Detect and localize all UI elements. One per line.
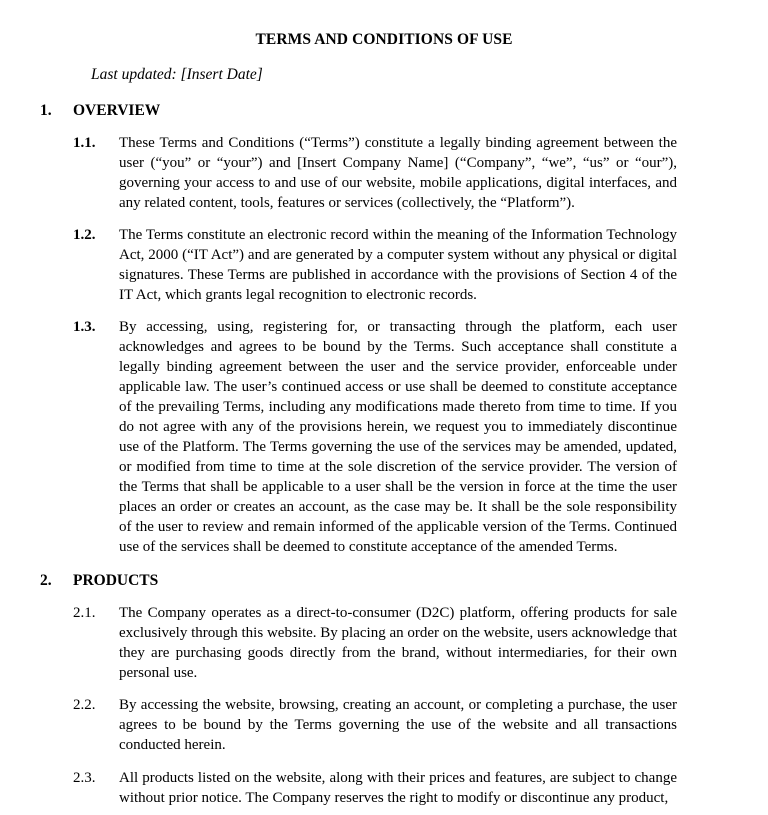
section-number: 2. [40, 572, 52, 589]
clause-text: The Company operates as a direct-to-consumer (D2C) platform, offering products for sale exclusively through this website. By placing an order on the website, users acknowledge that they are purchasing goods directly from the brand, without intermediaries, for their own personal use. [119, 605, 677, 681]
section-number: 1. [40, 102, 52, 119]
clause-number: 2.1. [73, 605, 96, 621]
document-title: TERMS AND CONDITIONS OF USE [255, 31, 513, 48]
clause-text: By accessing the website, browsing, creating an account, or completing a purchase, the user agrees to be bound by the Terms governing the use of the website and all transactions conducted herein. [119, 697, 677, 753]
clause-text: These Terms and Conditions (“Terms”) constitute a legally binding agreement between the user (“you” or “your”) and [Insert Company Name] (“Company”, “we”, “us” or “our”), governing your access to and use of our website, mobile applications, digital interfaces, and any related content, tools, features or services (collectively, the “Platform”). [119, 135, 677, 211]
clause-number: 2.2. [73, 697, 96, 713]
clause-text: The Terms constitute an electronic record within the meaning of the Information Technology Act, 2000 (“IT Act”) and are generated by a computer system without any physical or digital signatures. These Terms are published in accordance with the provisions of Section 4 of the IT Act, which grants legal recognition to electronic records. [119, 227, 677, 303]
section-title-products: PRODUCTS [73, 572, 159, 589]
clause-number: 2.3. [73, 770, 96, 786]
clause-number: 1.2. [73, 227, 96, 243]
section-title-overview: OVERVIEW [73, 102, 161, 119]
clause-number: 1.3. [73, 319, 96, 335]
clause-text: By accessing, using, registering for, or transacting through the platform, each user acknowledges and agrees to be bound by the Terms. Such acceptance shall constitute a legally binding agreement between the user and the service provider, enforceable under applicable law. The user’s continued access or use shall be deemed to constitute acceptance of the prevailing Terms, including any modifications made thereto from time to time. If you do not agree with any of the provisions herein, we request you to immediately discontinue use of the Platform. The Terms governing the use of the services may be amended, updated, or modified from time to time at the sole discretion of the service provider. The version of the Terms that shall be applicable to a user shall be the version in force at the time the user places an order or creates an account, as the case may be. It shall be the sole responsibility of the user to review and remain informed of the applicable version of the Terms. Continued use of the services shall be deemed to constitute acceptance of the amended Terms. [119, 319, 677, 555]
clause-number: 1.1. [73, 135, 96, 151]
last-updated-line: Last updated: [Insert Date] [91, 66, 263, 83]
clause-text: All products listed on the website, along with their prices and features, are subject to change without prior notice. The Company reserves the right to modify or discontinue any product, [119, 770, 677, 806]
